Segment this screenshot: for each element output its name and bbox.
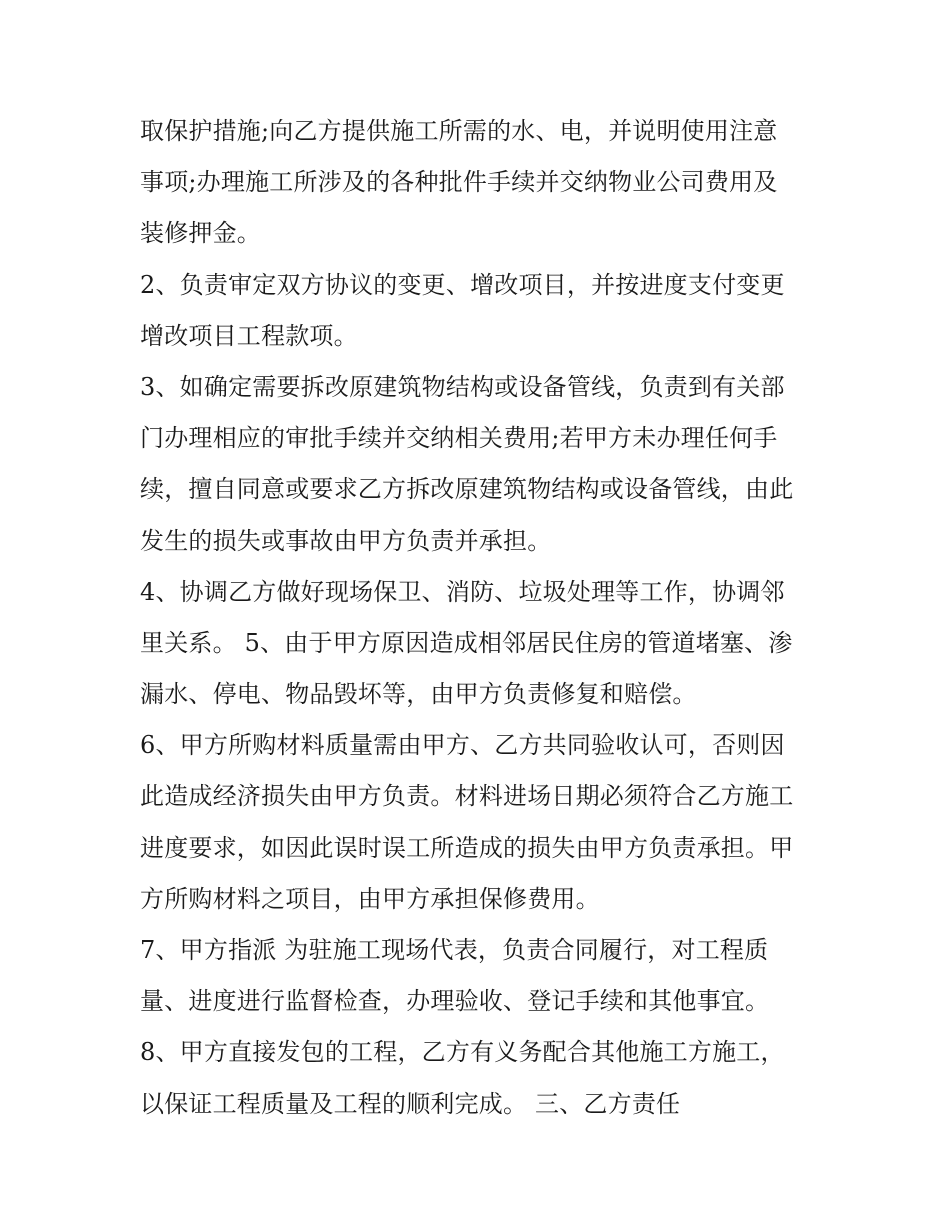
text-line: 事项;办理施工所涉及的各种批件手续并交纳物业公司费用及 (140, 168, 778, 197)
text-line: 8、甲方直接发包的工程，乙方有义务配合其他施工方施工， (140, 1038, 785, 1067)
text-line: 方所购材料之项目，由甲方承担保修费用。 (140, 884, 600, 913)
text-line: 6、甲方所购材料质量需由甲方、乙方共同验收认可，否则因 (140, 731, 785, 760)
text-line: 进度要求，如因此误时误工所造成的损失由甲方负责承担。甲 (140, 833, 794, 862)
text-line: 增改项目工程款项。 (140, 321, 358, 350)
text-line: 装修押金。 (140, 219, 261, 248)
text-line: 发生的损失或事故由甲方负责并承担。 (140, 526, 552, 555)
document-body (140, 106, 820, 1130)
text-line: 量、进度进行监督检查，办理验收、登记手续和其他事宜。 (140, 987, 770, 1016)
text-line: 里关系。 5、由于甲方原因造成相邻居民住房的管道堵塞、渗 (140, 628, 793, 657)
text-line: 2、负责审定双方协议的变更、增改项目，并按进度支付变更 (140, 270, 785, 299)
text-line: 此造成经济损失由甲方负责。材料进场日期必须符合乙方施工 (140, 782, 794, 811)
text-line: 7、甲方指派 为驻施工现场代表，负责合同履行，对工程质 (140, 936, 769, 964)
text-line: 取保护措施;向乙方提供施工所需的水、电，并说明使用注意 (140, 117, 778, 145)
text-line: 门办理相应的审批手续并交纳相关费用;若甲方未办理任何手 (140, 424, 778, 453)
text-line: 3、如确定需要拆改原建筑物结构或设备管线，负责到有关部 (140, 372, 785, 401)
text-line: 漏水、停电、物品毁坏等，由甲方负责修复和赔偿。 (140, 680, 697, 709)
text-line: 续，擅自同意或要求乙方拆改原建筑物结构或设备管线，由此 (140, 475, 794, 504)
text-line: 4、协调乙方做好现场保卫、消防、垃圾处理等工作，协调邻 (140, 577, 785, 606)
text-line: 以保证工程质量及工程的顺利完成。 三、乙方责任 (140, 1089, 681, 1118)
